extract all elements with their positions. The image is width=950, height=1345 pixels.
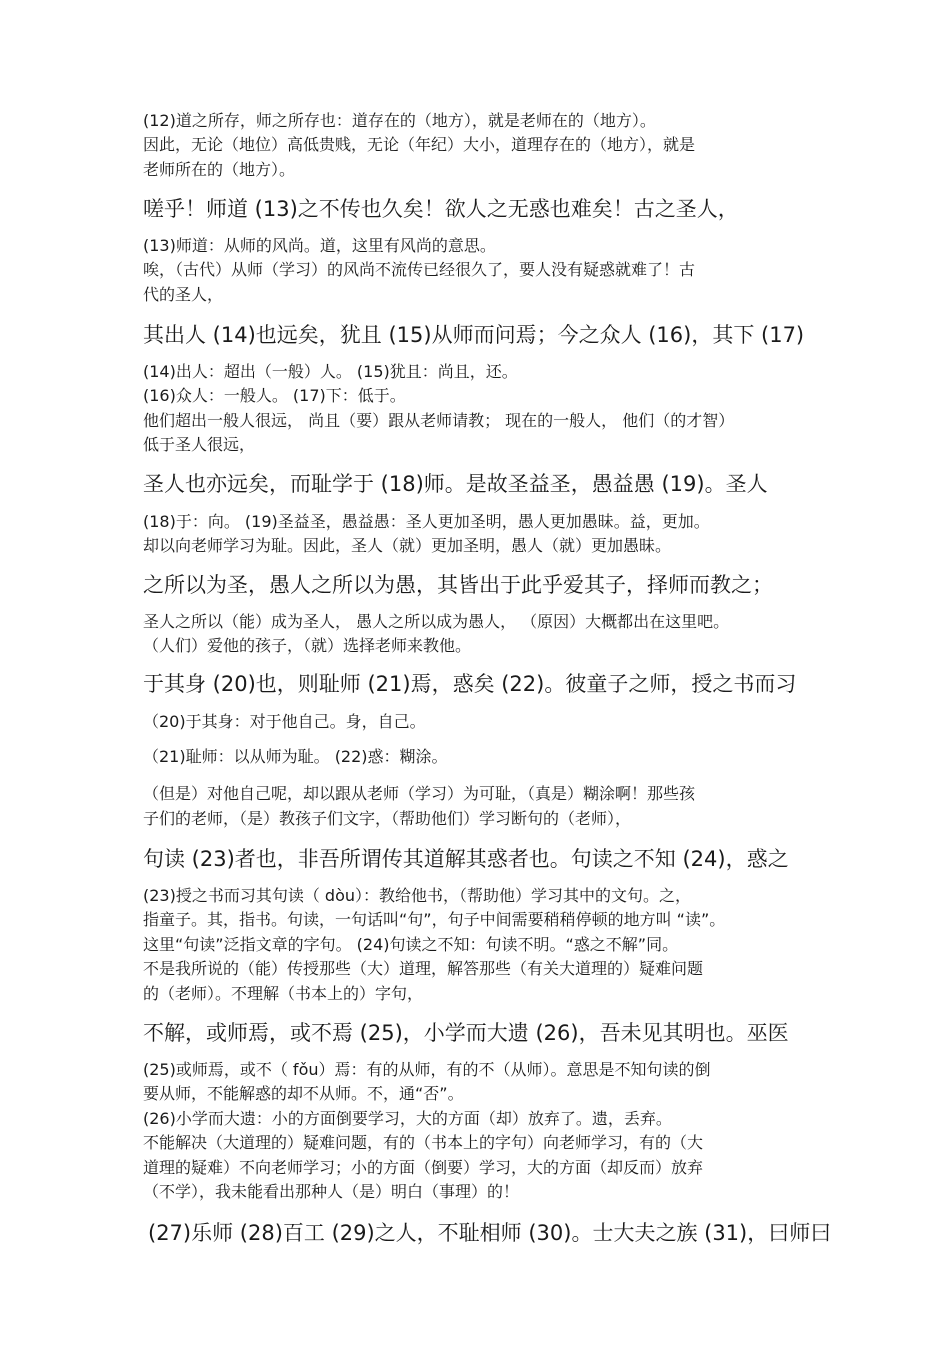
original-text-line: 嗟乎！师道 (13)之不传也久矣！欲人之无惑也难矣！古之圣人， (143, 197, 739, 221)
original-text-line: 于其身 (20)也，则耻师 (21)焉，惑矣 (22)。彼童子之师，授之书而习 (143, 672, 797, 696)
original-text-line: 圣人也亦远矣，而耻学于 (18)师。是故圣益圣，愚益愚 (19)。圣人 (143, 472, 768, 496)
annotation-line: （21)耻师：以从师为耻。 (22)惑：糊涂。 (143, 747, 448, 766)
original-text-line: (27)乐师 (28)百工 (29)之人，不耻相师 (30)。士大夫之族 (31)，曰师曰 (148, 1221, 832, 1245)
translation-line: 老师所在的（地方）。 (143, 160, 296, 179)
annotation-line: (13)师道：从师的风尚。道，这里有风尚的意思。 (143, 236, 496, 255)
translation-line: 却以向老师学习为耻。因此，圣人（就）更加圣明，愚人（就）更加愚昧。 (143, 536, 672, 555)
annotation-line: (16)众人：一般人。 (17)下：低于。 (143, 386, 406, 405)
translation-line: 他们超出一般人很远， 尚且（要）跟从老师请教； 现在的一般人， 他们（的才智） (143, 411, 735, 430)
annotation-line: 指童子。其，指书。句读，一句话叫“句”，句子中间需要稍稍停顿的地方叫 “读”。 (143, 910, 726, 929)
translation-line: 圣人之所以（能）成为圣人， 愚人之所以成为愚人， （原因）大概都出在这里吧。 (143, 612, 730, 631)
annotation-line: (23)授之书而习其句读（ dòu）：教给他书，（帮助他）学习其中的文句。之， (143, 886, 692, 905)
annotation-line: (26)小学而大遗：小的方面倒要学习，大的方面（却）放弃了。遗，丢弃。 (143, 1109, 672, 1128)
annotation-line: （20)于其身：对于他自己。身，自己。 (143, 712, 426, 731)
original-text-line: 句读 (23)者也，非吾所谓传其道解其惑者也。句读之不知 (24)，惑之 (143, 847, 789, 871)
translation-line: 唉，（古代）从师（学习）的风尚不流传已经很久了，要人没有疑惑就难了！古 (143, 260, 696, 279)
translation-line: 的（老师）。不理解（书本上的）字句， (143, 984, 424, 1003)
annotation-line: (18)于：向。 (19)圣益圣，愚益愚：圣人更加圣明，愚人更加愚昧。益，更加。 (143, 512, 710, 531)
translation-line: 代的圣人， (143, 285, 224, 304)
annotation-line: (12)道之所存，师之所存也：道存在的（地方），就是老师在的（地方）。 (143, 111, 656, 130)
translation-line: 道理的疑难）不向老师学习；小的方面（倒要）学习，大的方面（却反而）放弃 (143, 1158, 704, 1177)
translation-line: 因此，无论（地位）高低贵贱，无论（年纪）大小，道理存在的（地方），就是 (143, 135, 696, 154)
translation-line: 不能解决（大道理的）疑难问题，有的（书本上的字句）向老师学习，有的（大 (143, 1133, 704, 1152)
translation-line: 不是我所说的（能）传授那些（大）道理，解答那些（有关大道理的）疑难问题 (143, 959, 704, 978)
translation-line: （但是）对他自己呢，却以跟从老师（学习）为可耻，（真是）糊涂啊！那些孩 (143, 784, 696, 803)
annotation-line: (25)或师焉，或不（ fǒu）焉：有的从师，有的不（从师）。意思是不知句读的倒 (143, 1060, 711, 1079)
translation-line: 子们的老师，（是）教孩子们文字，（帮助他们）学习断句的（老师）， (143, 809, 632, 828)
translation-line: （人们）爱他的孩子，（就）选择老师来教他。 (143, 636, 472, 655)
annotation-line: 这里“句读”泛指文章的字句。 (24)句读之不知：句读不明。“惑之不解”同。 (143, 935, 679, 954)
translation-line: （不学），我未能看出那种人（是）明白（事理）的！ (143, 1182, 520, 1201)
translation-line: 低于圣人很远， (143, 435, 256, 454)
original-text-line: 其出人 (14)也远矣，犹且 (15)从师而问焉；今之众人 (16)，其下 (17) (143, 323, 805, 347)
annotation-line: 要从师，不能解惑的却不从师。不，通“否”。 (143, 1084, 464, 1103)
original-text-line: 不解，或师焉，或不焉 (25)，小学而大遗 (26)，吾未见其明也。巫医 (143, 1021, 789, 1045)
annotation-line: (14)出人：超出（一般）人。 (15)犹且：尚且，还。 (143, 362, 518, 381)
original-text-line: 之所以为圣，愚人之所以为愚，其皆出于此乎爱其子，择师而教之； (143, 573, 773, 597)
